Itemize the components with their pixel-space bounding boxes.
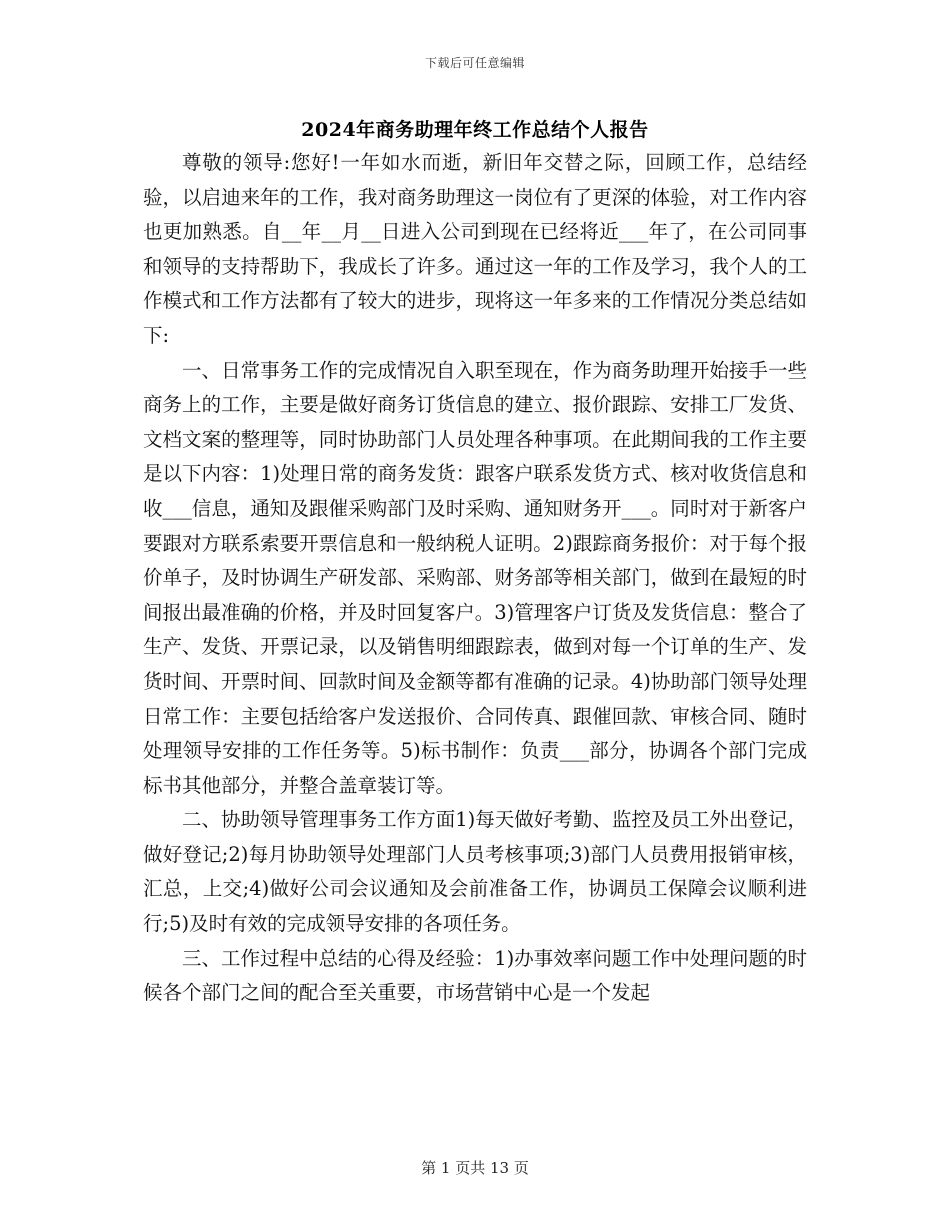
paragraph-assist-management: 二、协助领导管理事务工作方面1)每天做好考勤、监控及员工外出登记，做好登记;2)每月协助领导处理部门人员考核事项;3)部门人员费用报销审核，汇总，上交;4)做好公司会议通知及会前准备工作，协调员工保障会议顺利进行;5)及时有效的完成领导安排的各项任务。: [143, 808, 807, 936]
page-number: 第 1 页共 13 页: [421, 1159, 529, 1177]
header-note: 下载后可任意编辑: [424, 56, 525, 70]
document-body: [143, 146, 807, 1011]
paragraph-experience: 三、工作过程中总结的心得及经验：1)办事效率问题工作中处理问题的时候各个部门之间的配合至关重要，市场营销中心是一个发起: [143, 946, 807, 1005]
paragraph-daily-work: 一、日常事务工作的完成情况自入职至现在，作为商务助理开始接手一些商务上的工作，主要是做好商务订货信息的建立、报价跟踪、安排工厂发货、文档文案的整理等，同时协助部门人员处理各种事项。在此期间我的工作主要是以下内容：1)处理日常的商务发货：跟客户联系发货方式、核对收货信息和收___信息，通知及跟催采购部门及时采购、通知财务开___。同时对于新客户要跟对方联系索要开票信息和一般纳税人证明。2)跟踪商务报价：对于每个报价单子，及时协调生产研发部、采购部、财务部等相关部门，做到在最短的时间报出最准确的价格，并及时回复客户。3)管理客户订货及发货信息：整合了生产、发货、开票记录，以及销售明细跟踪表，做到对每一个订单的生产、发货时间、开票时间、回款时间及金额等都有准确的记录。4)协助部门领导处理日常工作：主要包括给客户发送报价、合同传真、跟催回款、审核合同、随时处理领导安排的工作任务等。5)标书制作：负责___部分，协调各个部门完成标书其他部分，并整合盖章装订等。: [143, 358, 807, 797]
paragraph-intro: 尊敬的领导:您好!一年如水而逝，新旧年交替之际，回顾工作，总结经验，以启迪来年的工作，我对商务助理这一岗位有了更深的体验，对工作内容也更加熟悉。自__年__月__日进入公司到现在已经将近___年了，在公司同事和领导的支持帮助下，我成长了许多。通过这一年的工作及学习，我个人的工作模式和工作方法都有了较大的进步，现将这一年多来的工作情况分类总结如下:: [143, 151, 807, 347]
document-title: 2024年商务助理年终工作总结个人报告: [301, 119, 649, 141]
